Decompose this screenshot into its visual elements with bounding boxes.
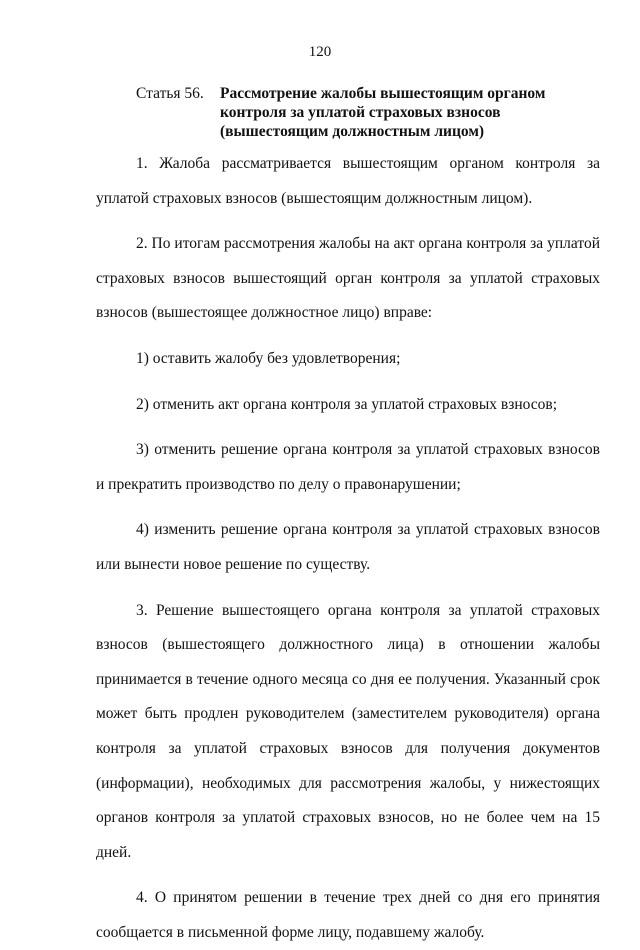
list-item-1: 1) оставить жалобу без удовлетворения;	[136, 349, 401, 367]
article-header	[136, 84, 596, 141]
paragraph-2: 2. По итогам рассмотрения жалобы на акт органа контроля за уплатой страховых взносов вышестоящий орган контроля за уплатой страховых взносов (вышестоящее должностное лицо) вправе:	[96, 235, 600, 322]
paragraph-1: 1. Жалоба рассматривается вышестоящим органом контроля за уплатой страховых взносов (вышестоящим должностным лицом).	[96, 155, 600, 207]
page-number: 120	[308, 44, 332, 60]
paragraph-3: 3. Решение вышестоящего органа контроля за уплатой страховых взносов (вышестоящего должностного лица) в отношении жалобы принимается в течение одного месяца со дня ее получения. Указанный срок может быть продлен руководителем (заместителем руководителя) органа контроля за уплатой страховых взносов для получения документов (информации), необходимых для рассмотрения жалобы, у нижестоящих органов контроля за уплатой страховых взносов, но не более чем на 15 дней.	[96, 601, 600, 861]
article-label: Статья 56.	[136, 85, 204, 102]
list-item-3: 3) отменить решение органа контроля за уплатой страховых взносов и прекратить производство по делу о правонарушении;	[96, 441, 600, 493]
list-item-2: 2) отменить акт органа контроля за уплатой страховых взносов;	[136, 395, 558, 413]
article-body	[96, 147, 600, 950]
article-title: Рассмотрение жалобы вышестоящим органом контроля за уплатой страховых взносов (вышестоящим должностным лицом)	[220, 85, 546, 140]
list-item-4: 4) изменить решение органа контроля за уплатой страховых взносов или вынести новое решение по существу.	[96, 521, 600, 573]
paragraph-4: 4. О принятом решении в течение трех дней со дня его принятия сообщается в письменной форме лицу, подавшему жалобу.	[96, 889, 600, 941]
